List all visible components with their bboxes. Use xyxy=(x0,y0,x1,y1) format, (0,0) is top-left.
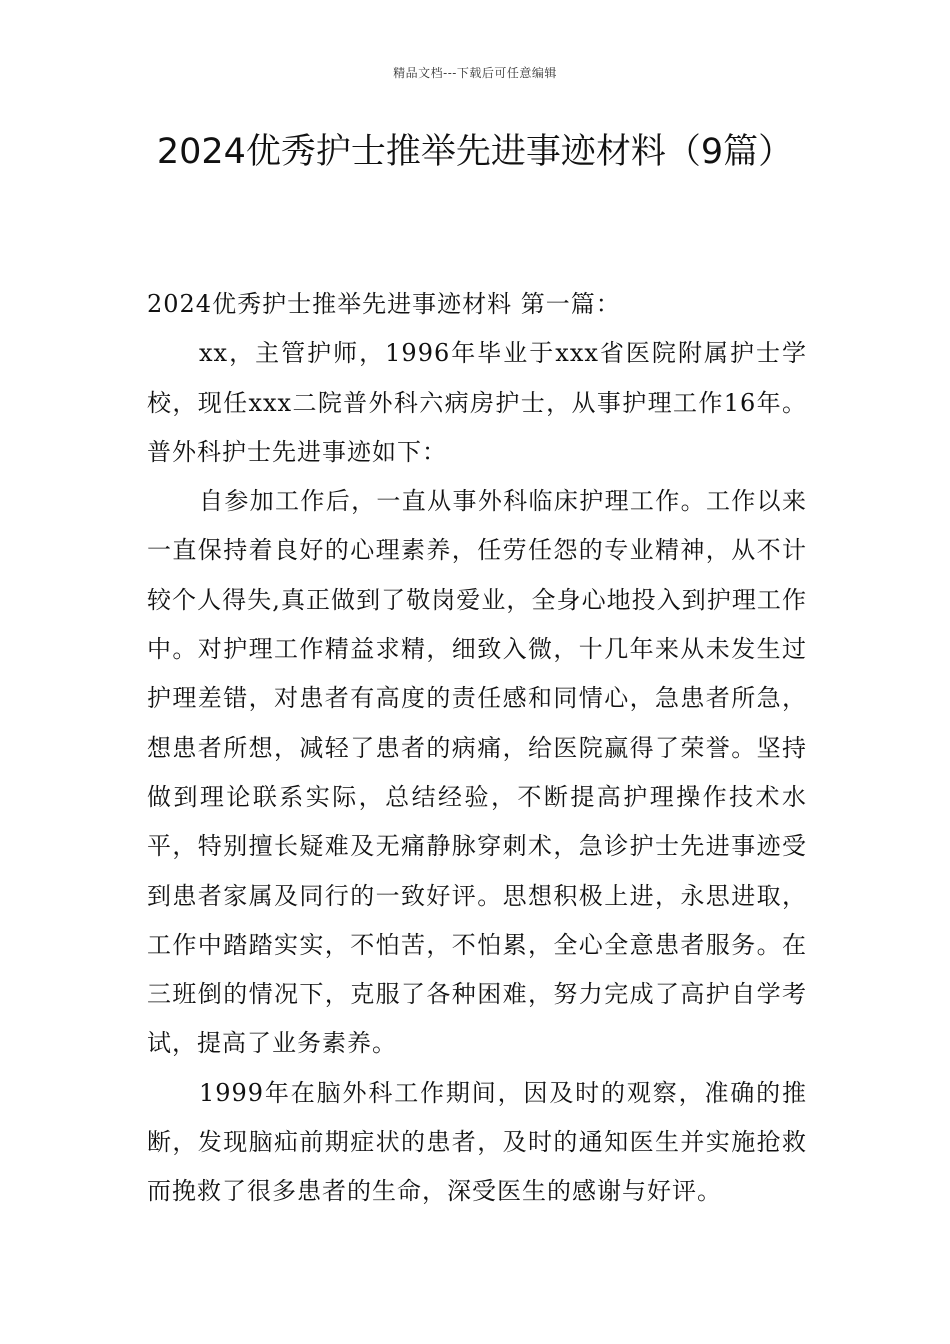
section-heading: 2024优秀护士推举先进事迹材料 第一篇： xyxy=(147,290,621,318)
paragraph-2: 自参加工作后，一直从事外科临床护理工作。工作以来一直保持着良好的心理素养，任劳任怨的专业精神，从不计较个人得失,真正做到了敬岗爱业，全身心地投入到护理工作中。对护理工作精益求精，细致入微，十几年来从未发生过护理差错，对患者有高度的责任感和同情心，急患者所急，想患者所想，减轻了患者的病痛，给医院赢得了荣誉。坚持做到理论联系实际，总结经验，不断提高护理操作技术水平，特别擅长疑难及无痛静脉穿刺术，急诊护士先进事迹受到患者家属及同行的一致好评。思想积极上进，永思进取，工作中踏踏实实，不怕苦，不怕累，全心全意患者服务。在三班倒的情况下，克服了各种困难，努力完成了高护自学考试，提高了业务素养。 xyxy=(147,487,807,1058)
paragraph-3: 1999年在脑外科工作期间，因及时的观察，准确的推断，发现脑疝前期症状的患者，及时的通知医生并实施抢救而挽救了很多患者的生命，深受医生的感谢与好评。 xyxy=(147,1078,807,1206)
paragraph-1: xx，主管护师，1996年毕业于xxx省医院附属护士学校，现任xxx二院普外科六病房护士，从事护理工作16年。普外科护士先进事迹如下： xyxy=(147,339,807,466)
document-title: 2024优秀护士推举先进事迹材料（9篇） xyxy=(156,132,794,172)
header-note: 精品文档---下载后可任意编辑 xyxy=(393,66,557,80)
document-body xyxy=(147,280,807,1217)
